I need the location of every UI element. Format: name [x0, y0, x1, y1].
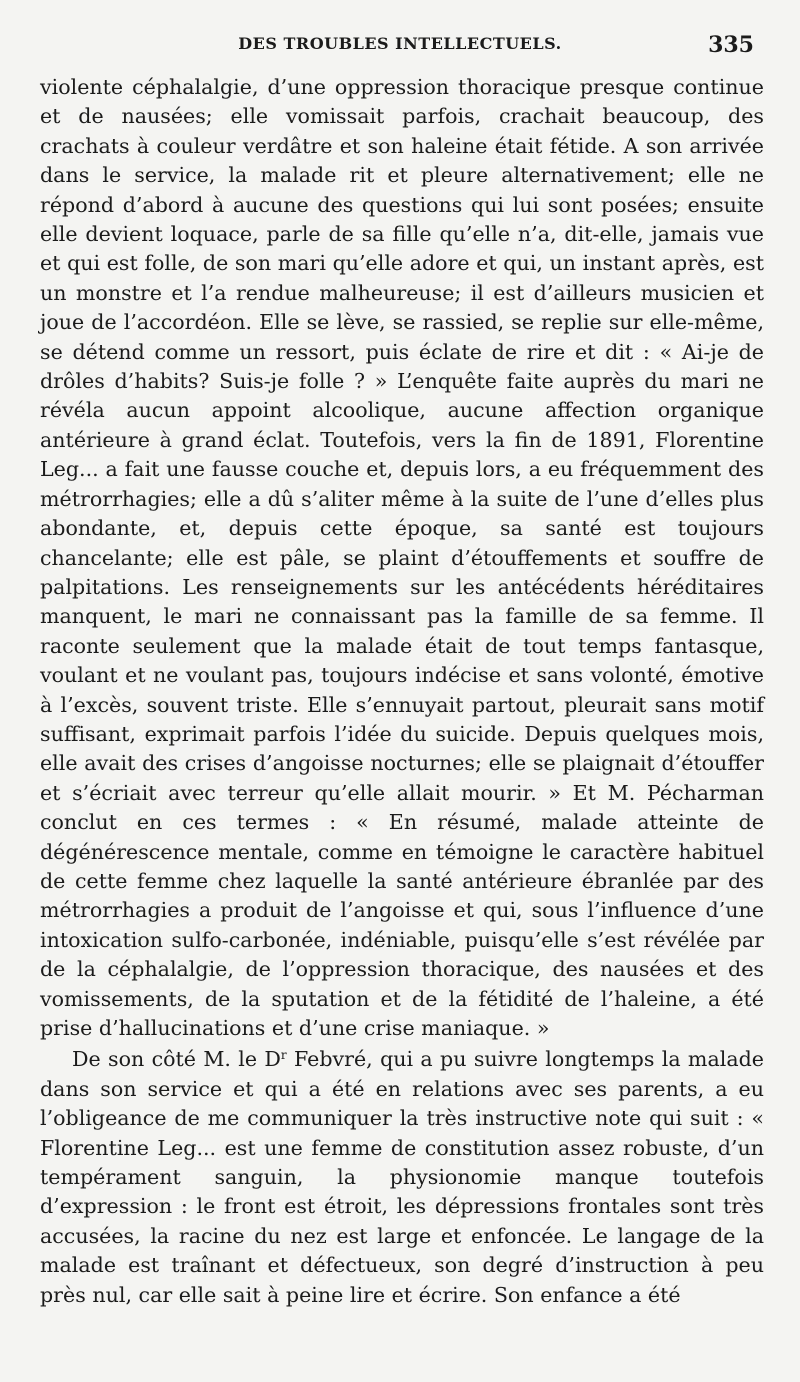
running-head: DES TROUBLES INTELLECTUELS.: [238, 34, 562, 53]
page-number: 335: [708, 32, 754, 58]
doctor-abbrev-superscript: r: [280, 1048, 287, 1063]
paragraph-continued: violente céphalalgie, d’une oppression thoracique presque continue et de nausées; elle vomissait parfois, crachait beaucoup, des crachats à couleur verdâtre et son haleine était fétide. A son arrivée dans le service, la malade rit et pleure alternativement; elle ne répond d’abord à aucune des questions qui lui sont posées; ensuite elle devient loquace, parle de sa fille qu’elle n’a, dit-elle, jamais vue et qui est folle, de son mari qu’elle adore et qui, un instant après, est un monstre et l’a rendue malheureuse; il est d’ailleurs musicien et joue de l’accordéon. Elle se lève, se rassied, se replie sur elle-même, se détend comme un ressort, puis éclate de rire et dit : « Ai-je de drôles d’habits? Suis-je folle ? » L’enquête faite auprès du mari ne révéla aucun appoint alcoolique, aucune affection organique antérieure à grand éclat. Toutefois, vers la fin de 1891, Florentine Leg... a fait une fausse couche et, depuis lors, a eu fréquemment des métrorrhagies; elle a dû s’aliter même à la suite de l’une d’elles plus abondante, et, depuis cette époque, sa santé est toujours chancelante; elle est pâle, se plaint d’étouffements et souffre de palpitations. Les renseignements sur les antécédents héréditaires manquent, le mari ne connaissant pas la famille de sa femme. Il raconte seulement que la malade était de tout temps fantasque, voulant et ne voulant pas, toujours indécise et sans volonté, émotive à l’excès, souvent triste. Elle s’ennuyait partout, pleurait sans motif suffisant, exprimait parfois l’idée du suicide. Depuis quelques mois, elle avait des crises d’angoisse nocturnes; elle se plaignait d’étouffer et s’écriait avec terreur qu’elle allait mourir. » Et M. Pécharman conclut en ces termes : « En résumé, malade atteinte de dégénérescence mentale, comme en témoigne le caractère habituel de cette femme chez laquelle la santé antérieure ébranlée par des métrorrhagies a produit de l’angoisse et qui, sous l’influence d’une intoxication sulfo-carbonée, indéniable, puisqu’elle s’est révélée par de la céphalalgie, de l’oppression thoracique, des nausées et des vomissements, de la sputation et de la fétidité de l’haleine, a été prise d’hallucinations et d’une crise maniaque. »: [40, 75, 764, 1040]
body-text: [40, 73, 764, 1310]
paragraph-2-start: De son côté M. le D: [72, 1047, 281, 1072]
paragraph-febvre: [40, 1045, 764, 1310]
paragraph-2-rest: Febvré, qui a pu suivre longtemps la malade dans son service et qui a été en relations avec ses parents, a eu l’obligeance de me communiquer la très instructive note qui suit : « Florentine Leg... est une femme de constitution assez robuste, d’un tempérament sanguin, la physionomie manque toutefois d’expression : le front est étroit, les dépressions frontales sont très accusées, la racine du nez est large et enfoncée. Le langage de la malade est traînant et défectueux, son degré d’instruction à peu près nul, car elle sait à peine lire et écrire. Son enfance a été: [40, 1047, 764, 1307]
page-header: [40, 34, 760, 64]
